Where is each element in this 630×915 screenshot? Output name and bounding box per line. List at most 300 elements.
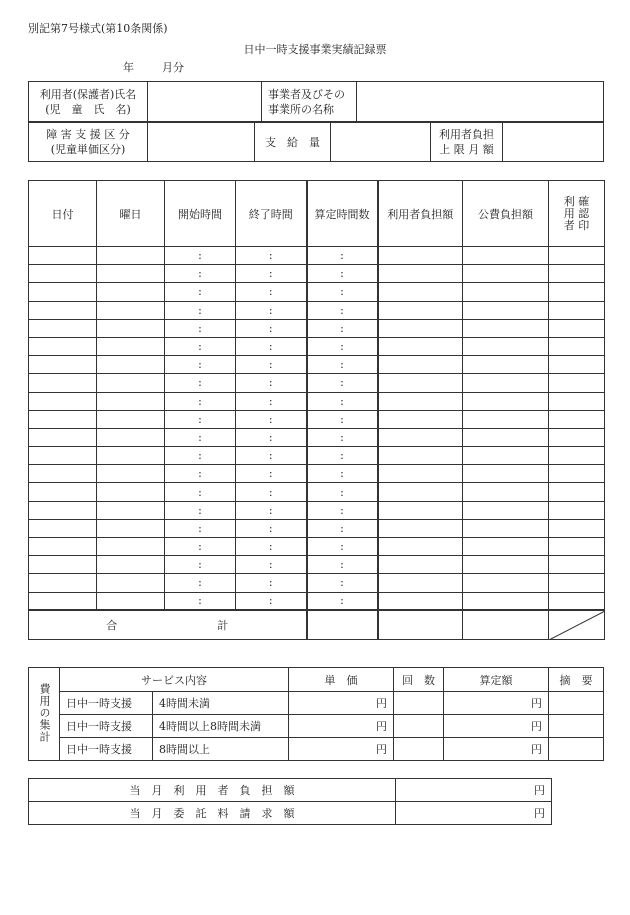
confirm-seal-cell[interactable] bbox=[549, 301, 605, 319]
public-burden-cell[interactable] bbox=[463, 574, 549, 592]
public-burden-cell[interactable] bbox=[463, 392, 549, 410]
date-cell[interactable] bbox=[29, 574, 97, 592]
start-time-cell[interactable] bbox=[165, 501, 236, 519]
date-cell[interactable] bbox=[29, 392, 97, 410]
time-colon: : bbox=[198, 467, 202, 481]
time-colon: : bbox=[340, 540, 344, 554]
start-time-cell[interactable] bbox=[165, 337, 236, 355]
service-header: サービス内容 bbox=[60, 668, 289, 692]
public-burden-cell[interactable] bbox=[463, 319, 549, 337]
user-burden-cell[interactable] bbox=[378, 574, 463, 592]
calc-hours-cell[interactable] bbox=[307, 538, 378, 556]
count-cell[interactable] bbox=[394, 715, 444, 738]
confirm-seal-cell[interactable] bbox=[549, 592, 605, 610]
time-colon: : bbox=[340, 376, 344, 390]
confirm-seal-cell[interactable] bbox=[549, 337, 605, 355]
count-cell[interactable] bbox=[394, 738, 444, 761]
public-burden-cell[interactable] bbox=[463, 592, 549, 610]
public-burden-cell[interactable] bbox=[463, 265, 549, 283]
time-colon: : bbox=[268, 285, 273, 299]
note-cell[interactable] bbox=[549, 738, 604, 761]
weekday-cell[interactable] bbox=[97, 301, 165, 319]
time-colon: : bbox=[268, 340, 273, 354]
calc-hours-cell[interactable] bbox=[307, 592, 378, 610]
weekday-cell[interactable] bbox=[97, 592, 165, 610]
confirm-seal-cell[interactable] bbox=[549, 265, 605, 283]
time-colon: : bbox=[198, 503, 202, 517]
public-burden-cell[interactable] bbox=[463, 483, 549, 501]
date-cell[interactable] bbox=[29, 447, 97, 465]
calc-amount-cell[interactable]: 円 bbox=[444, 692, 549, 715]
unit-price-cell[interactable]: 円 bbox=[289, 692, 394, 715]
time-colon: : bbox=[198, 340, 202, 354]
time-colon: : bbox=[268, 485, 273, 499]
weekday-cell[interactable] bbox=[97, 356, 165, 374]
count-header: 回 数 bbox=[394, 668, 444, 692]
calc-hours-cell[interactable] bbox=[307, 392, 378, 410]
count-cell[interactable] bbox=[394, 692, 444, 715]
record-row bbox=[29, 519, 605, 537]
confirm-seal-cell[interactable] bbox=[549, 483, 605, 501]
service-duration: 4時間未満 bbox=[153, 692, 289, 715]
total-diagonal-cell bbox=[549, 610, 605, 639]
start-time-cell[interactable] bbox=[165, 556, 236, 574]
weekday-cell[interactable] bbox=[97, 392, 165, 410]
date-cell[interactable] bbox=[29, 247, 97, 265]
confirm-seal-cell[interactable] bbox=[549, 538, 605, 556]
end-time-cell[interactable] bbox=[236, 592, 307, 610]
supply-amount-field[interactable] bbox=[331, 123, 431, 162]
confirm-seal-cell[interactable] bbox=[549, 465, 605, 483]
time-colon: : bbox=[340, 394, 344, 408]
end-time-cell[interactable] bbox=[236, 519, 307, 537]
start-time-cell[interactable] bbox=[165, 465, 236, 483]
start-time-cell[interactable] bbox=[165, 592, 236, 610]
weekday-cell[interactable] bbox=[97, 374, 165, 392]
start-time-cell[interactable] bbox=[165, 356, 236, 374]
user-burden-cell[interactable] bbox=[378, 483, 463, 501]
end-time-cell[interactable] bbox=[236, 538, 307, 556]
record-row bbox=[29, 337, 605, 355]
record-row bbox=[29, 247, 605, 265]
public-burden-cell[interactable] bbox=[463, 410, 549, 428]
time-colon: : bbox=[268, 303, 273, 317]
time-colon: : bbox=[340, 558, 344, 572]
time-colon: : bbox=[268, 412, 273, 426]
date-cell[interactable] bbox=[29, 483, 97, 501]
time-colon: : bbox=[340, 249, 344, 263]
weekday-cell[interactable] bbox=[97, 265, 165, 283]
end-time-cell[interactable] bbox=[236, 247, 307, 265]
monthly-user-burden-label: 当 月 利 用 者 負 担 額 bbox=[29, 779, 396, 802]
record-row bbox=[29, 501, 605, 519]
weekday-cell[interactable] bbox=[97, 556, 165, 574]
confirm-seal-cell[interactable] bbox=[549, 283, 605, 301]
period-line bbox=[123, 59, 184, 75]
time-colon: : bbox=[268, 467, 273, 481]
date-cell[interactable] bbox=[29, 356, 97, 374]
start-time-cell[interactable] bbox=[165, 519, 236, 537]
total-public-burden[interactable] bbox=[463, 610, 549, 639]
record-header-row bbox=[29, 181, 605, 247]
confirm-seal-cell[interactable] bbox=[549, 501, 605, 519]
date-cell[interactable] bbox=[29, 319, 97, 337]
time-colon: : bbox=[198, 376, 202, 390]
time-colon: : bbox=[198, 358, 202, 372]
user-burden-cell[interactable] bbox=[378, 319, 463, 337]
weekday-cell[interactable] bbox=[97, 483, 165, 501]
confirm-seal-cell[interactable] bbox=[549, 410, 605, 428]
user-burden-cell[interactable] bbox=[378, 301, 463, 319]
header-public-burden: 公費負担額 bbox=[463, 181, 549, 247]
weekday-cell[interactable] bbox=[97, 319, 165, 337]
user-burden-cell[interactable] bbox=[378, 519, 463, 537]
support-class-label: 障 害 支 援 区 分 (児童単価区分) bbox=[29, 123, 148, 162]
calc-hours-cell[interactable] bbox=[307, 410, 378, 428]
unit-price-cell[interactable]: 円 bbox=[289, 738, 394, 761]
date-cell[interactable] bbox=[29, 410, 97, 428]
time-colon: : bbox=[268, 358, 273, 372]
calc-hours-cell[interactable] bbox=[307, 501, 378, 519]
monthly-limit-field[interactable] bbox=[503, 123, 604, 162]
user-burden-cell[interactable] bbox=[378, 265, 463, 283]
calc-amount-cell[interactable]: 円 bbox=[444, 715, 549, 738]
cost-summary-table bbox=[28, 667, 604, 761]
confirm-seal-cell[interactable] bbox=[549, 556, 605, 574]
service-name: 日中一時支援 bbox=[60, 692, 153, 715]
start-time-cell[interactable] bbox=[165, 447, 236, 465]
public-burden-cell[interactable] bbox=[463, 465, 549, 483]
date-cell[interactable] bbox=[29, 538, 97, 556]
confirm-seal-cell[interactable] bbox=[549, 519, 605, 537]
record-row bbox=[29, 447, 605, 465]
user-info-table bbox=[28, 81, 604, 122]
summary-row bbox=[29, 738, 604, 761]
document-title: 日中一時支援事業実績記録票 bbox=[243, 43, 387, 56]
weekday-cell[interactable] bbox=[97, 410, 165, 428]
billing-table bbox=[28, 778, 552, 825]
calc-hours-cell[interactable] bbox=[307, 465, 378, 483]
time-colon: : bbox=[340, 285, 344, 299]
time-colon: : bbox=[268, 430, 273, 444]
time-colon: : bbox=[340, 412, 344, 426]
user-name-label: 利用者(保護者)氏名 (児 童 氏 名) bbox=[29, 82, 148, 122]
record-row bbox=[29, 301, 605, 319]
header-calc-hours: 算定時間数 bbox=[307, 181, 378, 247]
time-colon: : bbox=[268, 540, 273, 554]
end-time-cell[interactable] bbox=[236, 465, 307, 483]
confirm-seal-cell[interactable] bbox=[549, 374, 605, 392]
calc-hours-cell[interactable] bbox=[307, 483, 378, 501]
unit-price-cell[interactable]: 円 bbox=[289, 715, 394, 738]
record-row bbox=[29, 410, 605, 428]
user-burden-cell[interactable] bbox=[378, 337, 463, 355]
record-row bbox=[29, 283, 605, 301]
user-burden-cell[interactable] bbox=[378, 556, 463, 574]
time-colon: : bbox=[340, 430, 344, 444]
header-user-confirm-seal: 利 確 用 認 者 印 bbox=[549, 181, 605, 247]
time-colon: : bbox=[268, 558, 273, 572]
time-colon: : bbox=[268, 394, 273, 408]
total-user-burden[interactable] bbox=[378, 610, 463, 639]
start-time-cell[interactable] bbox=[165, 428, 236, 446]
time-colon: : bbox=[340, 321, 344, 335]
time-colon: : bbox=[268, 376, 273, 390]
weekday-cell[interactable] bbox=[97, 519, 165, 537]
diagonal-line bbox=[549, 611, 605, 640]
confirm-seal-cell[interactable] bbox=[549, 574, 605, 592]
record-row bbox=[29, 356, 605, 374]
time-colon: : bbox=[340, 594, 344, 608]
time-colon: : bbox=[198, 249, 202, 263]
confirm-seal-cell[interactable] bbox=[549, 319, 605, 337]
weekday-cell[interactable] bbox=[97, 447, 165, 465]
time-colon: : bbox=[340, 358, 344, 372]
time-colon: : bbox=[268, 449, 273, 463]
time-colon: : bbox=[340, 485, 344, 499]
header-user-burden: 利用者負担額 bbox=[378, 181, 463, 247]
time-colon: : bbox=[198, 449, 202, 463]
calc-hours-cell[interactable] bbox=[307, 337, 378, 355]
weekday-cell[interactable] bbox=[97, 283, 165, 301]
weekday-cell[interactable] bbox=[97, 247, 165, 265]
user-burden-cell[interactable] bbox=[378, 374, 463, 392]
start-time-cell[interactable] bbox=[165, 538, 236, 556]
end-time-cell[interactable] bbox=[236, 483, 307, 501]
record-row bbox=[29, 265, 605, 283]
start-time-cell[interactable] bbox=[165, 410, 236, 428]
end-time-cell[interactable] bbox=[236, 410, 307, 428]
note-cell[interactable] bbox=[549, 715, 604, 738]
public-burden-cell[interactable] bbox=[463, 538, 549, 556]
calc-amount-header: 算定額 bbox=[444, 668, 549, 692]
end-time-cell[interactable] bbox=[236, 265, 307, 283]
support-info-table bbox=[28, 122, 604, 162]
date-cell[interactable] bbox=[29, 556, 97, 574]
time-colon: : bbox=[340, 503, 344, 517]
start-time-cell[interactable] bbox=[165, 574, 236, 592]
user-burden-cell[interactable] bbox=[378, 392, 463, 410]
time-colon: : bbox=[198, 321, 202, 335]
end-time-cell[interactable] bbox=[236, 428, 307, 446]
start-time-cell[interactable] bbox=[165, 374, 236, 392]
weekday-cell[interactable] bbox=[97, 428, 165, 446]
date-cell[interactable] bbox=[29, 374, 97, 392]
public-burden-cell[interactable] bbox=[463, 301, 549, 319]
form-number: 別記第7号様式(第10条関係) bbox=[28, 22, 168, 35]
end-time-cell[interactable] bbox=[236, 301, 307, 319]
public-burden-cell[interactable] bbox=[463, 283, 549, 301]
weekday-cell[interactable] bbox=[97, 465, 165, 483]
confirm-seal-cell[interactable] bbox=[549, 447, 605, 465]
weekday-cell[interactable] bbox=[97, 337, 165, 355]
date-cell[interactable] bbox=[29, 519, 97, 537]
start-time-cell[interactable] bbox=[165, 247, 236, 265]
start-time-cell[interactable] bbox=[165, 265, 236, 283]
public-burden-cell[interactable] bbox=[463, 356, 549, 374]
service-name: 日中一時支援 bbox=[60, 738, 153, 761]
support-class-field[interactable] bbox=[148, 123, 255, 162]
calc-hours-cell[interactable] bbox=[307, 428, 378, 446]
header-end-time: 終了時間 bbox=[236, 181, 307, 247]
unit-price-header: 単 価 bbox=[289, 668, 394, 692]
time-colon: : bbox=[198, 394, 202, 408]
time-colon: : bbox=[268, 594, 273, 608]
calc-hours-cell[interactable] bbox=[307, 447, 378, 465]
user-burden-cell[interactable] bbox=[378, 428, 463, 446]
monthly-user-burden-amount[interactable]: 円 bbox=[396, 779, 552, 802]
record-row bbox=[29, 465, 605, 483]
time-colon: : bbox=[340, 521, 344, 535]
time-colon: : bbox=[268, 503, 273, 517]
user-burden-cell[interactable] bbox=[378, 465, 463, 483]
monthly-request-label: 当 月 委 託 料 請 求 額 bbox=[29, 802, 396, 825]
calc-hours-cell[interactable] bbox=[307, 519, 378, 537]
time-colon: : bbox=[340, 303, 344, 317]
date-cell[interactable] bbox=[29, 465, 97, 483]
time-colon: : bbox=[268, 321, 273, 335]
monthly-request-amount[interactable]: 円 bbox=[396, 802, 552, 825]
calc-hours-cell[interactable] bbox=[307, 301, 378, 319]
summary-row bbox=[29, 715, 604, 738]
header-date: 日付 bbox=[29, 181, 97, 247]
time-colon: : bbox=[340, 449, 344, 463]
end-time-cell[interactable] bbox=[236, 356, 307, 374]
public-burden-cell[interactable] bbox=[463, 447, 549, 465]
year-label: 年 bbox=[123, 61, 134, 74]
header-start-time: 開始時間 bbox=[165, 181, 236, 247]
confirm-seal-cell[interactable] bbox=[549, 428, 605, 446]
start-time-cell[interactable] bbox=[165, 392, 236, 410]
start-time-cell[interactable] bbox=[165, 301, 236, 319]
time-colon: : bbox=[198, 285, 202, 299]
user-name-field[interactable] bbox=[148, 82, 262, 122]
end-time-cell[interactable] bbox=[236, 501, 307, 519]
time-colon: : bbox=[198, 303, 202, 317]
record-row bbox=[29, 592, 605, 610]
time-colon: : bbox=[198, 485, 202, 499]
public-burden-cell[interactable] bbox=[463, 501, 549, 519]
date-cell[interactable] bbox=[29, 337, 97, 355]
record-row bbox=[29, 319, 605, 337]
service-duration: 4時間以上8時間未満 bbox=[153, 715, 289, 738]
end-time-cell[interactable] bbox=[236, 392, 307, 410]
header-weekday: 曜日 bbox=[97, 181, 165, 247]
calc-hours-cell[interactable] bbox=[307, 374, 378, 392]
monthly-limit-label: 利用者負担 上 限 月 額 bbox=[431, 123, 503, 162]
time-colon: : bbox=[198, 576, 202, 590]
public-burden-cell[interactable] bbox=[463, 556, 549, 574]
user-burden-cell[interactable] bbox=[378, 501, 463, 519]
end-time-cell[interactable] bbox=[236, 556, 307, 574]
end-time-cell[interactable] bbox=[236, 337, 307, 355]
note-header: 摘 要 bbox=[549, 668, 604, 692]
user-burden-cell[interactable] bbox=[378, 247, 463, 265]
note-cell[interactable] bbox=[549, 692, 604, 715]
date-cell[interactable] bbox=[29, 592, 97, 610]
record-row bbox=[29, 483, 605, 501]
calc-hours-cell[interactable] bbox=[307, 319, 378, 337]
service-name: 日中一時支援 bbox=[60, 715, 153, 738]
calc-hours-cell[interactable] bbox=[307, 356, 378, 374]
date-cell[interactable] bbox=[29, 301, 97, 319]
provider-label: 事業者及びその 事業所の名称 bbox=[262, 82, 357, 122]
time-colon: : bbox=[198, 540, 202, 554]
time-colon: : bbox=[268, 267, 273, 281]
end-time-cell[interactable] bbox=[236, 319, 307, 337]
public-burden-cell[interactable] bbox=[463, 428, 549, 446]
public-burden-cell[interactable] bbox=[463, 374, 549, 392]
end-time-cell[interactable] bbox=[236, 447, 307, 465]
weekday-cell[interactable] bbox=[97, 538, 165, 556]
time-colon: : bbox=[340, 576, 344, 590]
calc-hours-cell[interactable] bbox=[307, 556, 378, 574]
date-cell[interactable] bbox=[29, 265, 97, 283]
provider-field[interactable] bbox=[357, 82, 604, 122]
time-colon: : bbox=[198, 558, 202, 572]
date-cell[interactable] bbox=[29, 283, 97, 301]
time-colon: : bbox=[198, 267, 202, 281]
calc-hours-cell[interactable] bbox=[307, 574, 378, 592]
date-cell[interactable] bbox=[29, 501, 97, 519]
end-time-cell[interactable] bbox=[236, 283, 307, 301]
user-burden-cell[interactable] bbox=[378, 283, 463, 301]
record-row bbox=[29, 374, 605, 392]
user-burden-cell[interactable] bbox=[378, 538, 463, 556]
time-colon: : bbox=[268, 521, 273, 535]
public-burden-cell[interactable] bbox=[463, 519, 549, 537]
end-time-cell[interactable] bbox=[236, 574, 307, 592]
record-row bbox=[29, 392, 605, 410]
public-burden-cell[interactable] bbox=[463, 337, 549, 355]
start-time-cell[interactable] bbox=[165, 483, 236, 501]
user-burden-cell[interactable] bbox=[378, 447, 463, 465]
record-total-row bbox=[29, 610, 605, 639]
record-row bbox=[29, 538, 605, 556]
supply-amount-label: 支 給 量 bbox=[255, 123, 331, 162]
start-time-cell[interactable] bbox=[165, 319, 236, 337]
service-duration: 8時間以上 bbox=[153, 738, 289, 761]
time-colon: : bbox=[198, 412, 202, 426]
confirm-seal-cell[interactable] bbox=[549, 356, 605, 374]
user-burden-cell[interactable] bbox=[378, 356, 463, 374]
time-colon: : bbox=[268, 249, 273, 263]
calc-hours-cell[interactable] bbox=[307, 247, 378, 265]
time-colon: : bbox=[198, 430, 202, 444]
weekday-cell[interactable] bbox=[97, 574, 165, 592]
public-burden-cell[interactable] bbox=[463, 247, 549, 265]
time-colon: : bbox=[340, 467, 344, 481]
calc-hours-cell[interactable] bbox=[307, 283, 378, 301]
date-cell[interactable] bbox=[29, 428, 97, 446]
end-time-cell[interactable] bbox=[236, 374, 307, 392]
confirm-seal-cell[interactable] bbox=[549, 392, 605, 410]
time-colon: : bbox=[340, 340, 344, 354]
confirm-seal-cell[interactable] bbox=[549, 247, 605, 265]
calc-hours-cell[interactable] bbox=[307, 265, 378, 283]
calc-amount-cell[interactable]: 円 bbox=[444, 738, 549, 761]
user-burden-cell[interactable] bbox=[378, 592, 463, 610]
time-colon: : bbox=[340, 267, 344, 281]
total-calc-hours[interactable] bbox=[307, 610, 378, 639]
month-label: 月分 bbox=[162, 61, 184, 74]
user-burden-cell[interactable] bbox=[378, 410, 463, 428]
record-row bbox=[29, 428, 605, 446]
record-row bbox=[29, 556, 605, 574]
time-colon: : bbox=[268, 576, 273, 590]
weekday-cell[interactable] bbox=[97, 501, 165, 519]
start-time-cell[interactable] bbox=[165, 283, 236, 301]
